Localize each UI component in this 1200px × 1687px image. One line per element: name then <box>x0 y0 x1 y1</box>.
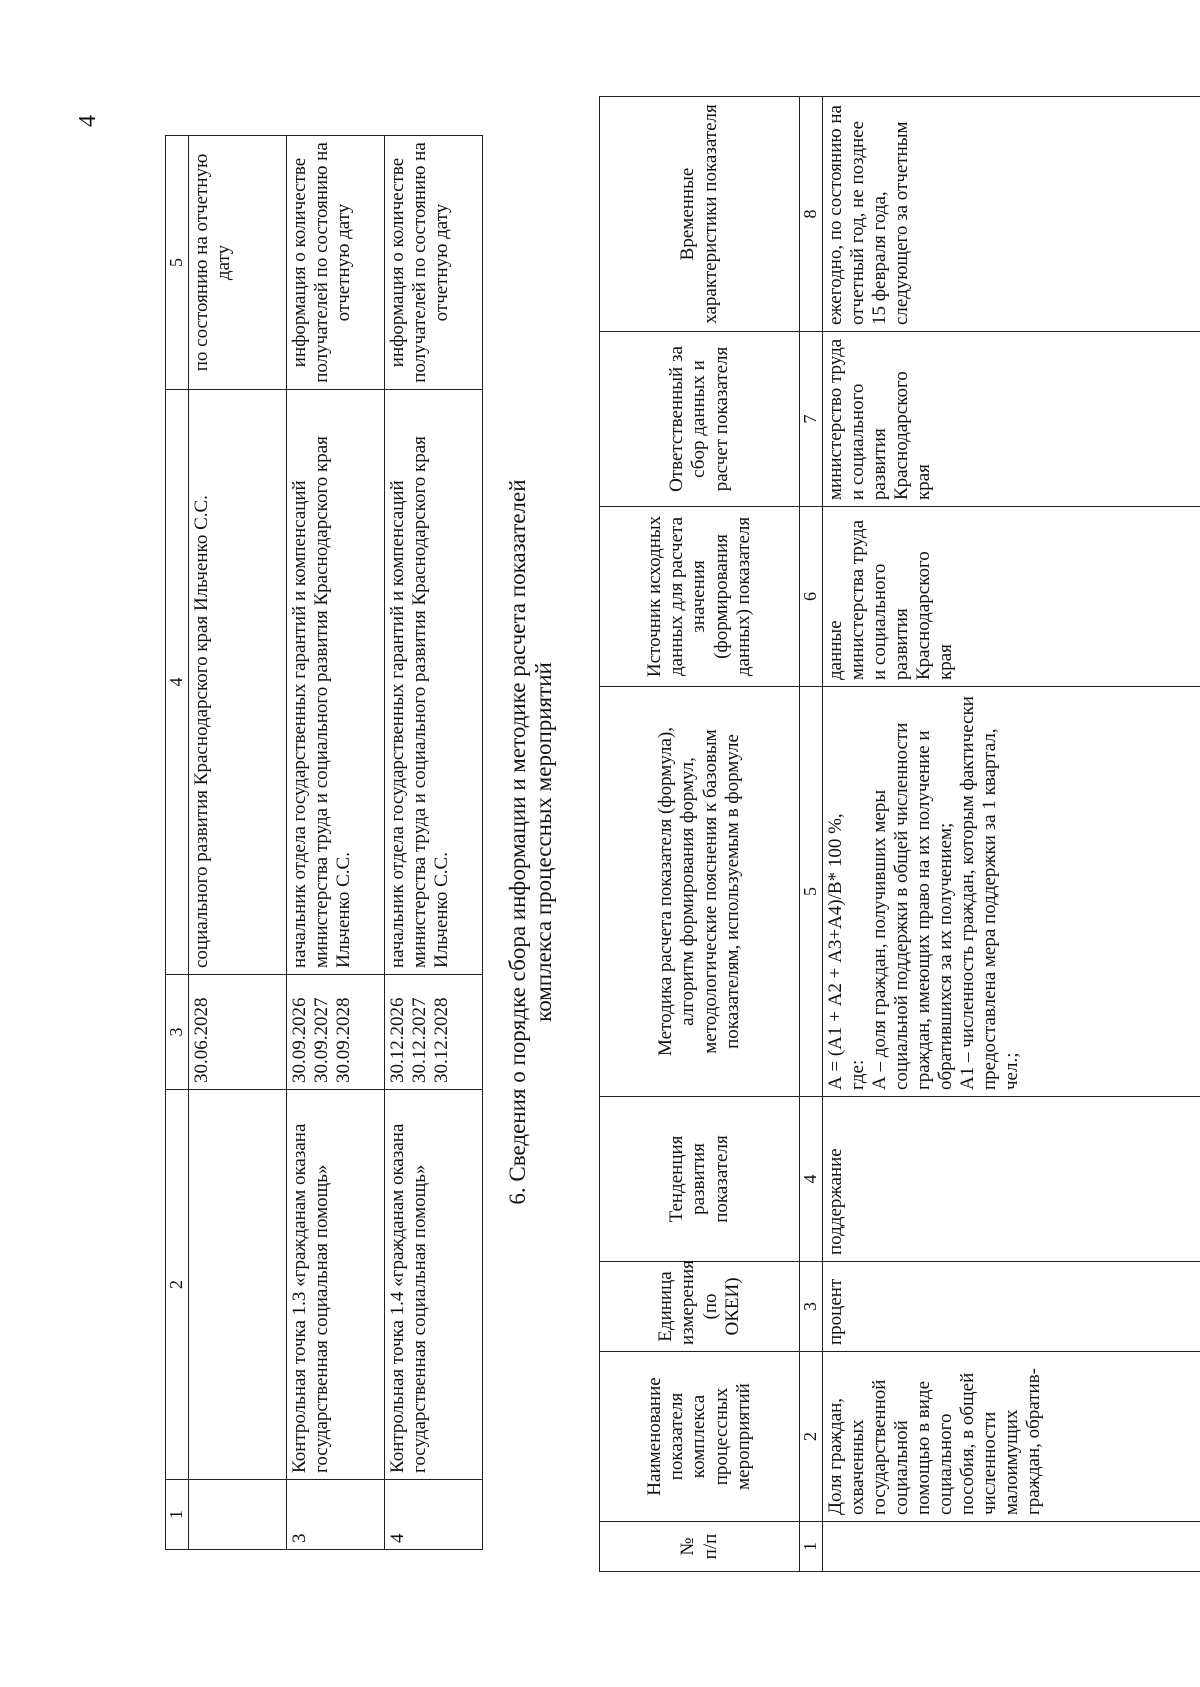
page-number: 4 <box>75 115 101 127</box>
header-number: № п/п <box>600 1522 800 1572</box>
table2-col-number: 4 <box>800 1097 823 1262</box>
table2-col-number: 6 <box>800 507 823 687</box>
date-value: 30.06.2028 <box>191 997 212 1083</box>
section-title-line: 6. Сведения о порядке сбора информации и методике расчета показателей <box>505 479 530 1205</box>
control-point-name: Контрольная точка 1.3 «гражданам оказана государственная социальная помощь» <box>287 1090 385 1480</box>
table2-col-number: 3 <box>800 1262 823 1352</box>
timing-value: ежегодно, по состоянию на отчетный год, не позднее 15 февраля года, следующего за отчетным <box>823 97 1200 332</box>
table2-header-row <box>600 97 800 1572</box>
table2-col-number: 8 <box>800 97 823 332</box>
section-title-line: комплекса процессных мероприятий <box>530 662 556 1022</box>
unit-value: процент <box>823 1262 1200 1352</box>
section-title <box>505 117 557 1567</box>
date-value: 30.09.2027 <box>311 997 333 1083</box>
table2-col-number: 7 <box>800 332 823 507</box>
header-indicator-name: Наименование показателя комплекса процессных мероприятий <box>600 1352 800 1522</box>
row-number: 4 <box>385 1480 483 1550</box>
table-row <box>287 136 385 1550</box>
table2-col-number: 5 <box>800 687 823 1097</box>
table-row <box>823 97 1200 1572</box>
row-number <box>823 1522 1200 1572</box>
table1-number-row <box>166 136 189 1550</box>
table1-col-number: 5 <box>166 136 189 390</box>
control-point-dates <box>287 975 385 1090</box>
table1-col-number: 1 <box>166 1480 189 1550</box>
date-value: 30.12.2028 <box>431 997 453 1083</box>
table2-col-number: 1 <box>800 1522 823 1572</box>
date-value: 30.09.2026 <box>289 997 310 1083</box>
confirming-document: информация о количестве получателей по состоянию на отчетную дату <box>385 136 483 390</box>
data-source: данные министерства труда и социального развития Краснодарского края <box>823 507 1200 687</box>
table-row <box>189 136 287 1550</box>
row-number: 3 <box>287 1480 385 1550</box>
table2-number-row <box>800 97 823 1572</box>
responsible-person: начальник отдела государственных гарантий и компенсаций министерства труда и социального развития Краснодарского края Ильченко С.С. <box>287 390 385 975</box>
date-value: 30.09.2028 <box>333 997 355 1083</box>
trend-value: поддержание <box>823 1097 1200 1262</box>
header-responsible: Ответственный за сбор данных и расчет показателя <box>600 332 800 507</box>
indicator-method-table <box>599 96 1200 1572</box>
table1-col-number: 2 <box>166 1090 189 1480</box>
row-number <box>189 1480 287 1550</box>
table1-col-number: 4 <box>166 390 189 975</box>
header-source: Источник исходных данных для расчета значения (формирования данных) показателя <box>600 507 800 687</box>
table2-col-number: 2 <box>800 1352 823 1522</box>
date-value: 30.12.2027 <box>409 997 431 1083</box>
table-row <box>385 136 483 1550</box>
control-point-dates <box>189 975 287 1090</box>
confirming-document: по состоянию на отчетную дату <box>189 136 287 390</box>
table1-col-number: 3 <box>166 975 189 1090</box>
formula-line: А = (А1 + А2 + А3+А4)/В* 100 %, <box>825 813 846 1090</box>
date-value: 30.12.2026 <box>387 997 408 1083</box>
control-point-name: Контрольная точка 1.4 «гражданам оказана государственная социальная помощь» <box>385 1090 483 1480</box>
formula-line: А – доля граждан, получивших меры социальной поддержки в общей численности граждан, имеющих право на их получение и обратившихся за их получением; <box>869 722 957 1090</box>
header-unit: Единица измерения (по ОКЕИ) <box>600 1262 800 1352</box>
method-formula <box>823 687 1200 1097</box>
indicator-name: Доля граждан, охваченных государственной социальной помощью в виде социального пособия, в общей численности малоимущих граждан, обратив- <box>823 1352 1200 1522</box>
control-point-dates <box>385 975 483 1090</box>
header-timing: Временные характеристики показателя <box>600 97 800 332</box>
control-points-table <box>165 135 483 1550</box>
confirming-document: информация о количестве получателей по состоянию на отчетную дату <box>287 136 385 390</box>
header-trend: Тенденция развития показателя <box>600 1097 800 1262</box>
formula-line: где: <box>847 1059 869 1090</box>
responsible-person: социального развития Краснодарского края Ильченко С.С. <box>189 390 287 975</box>
control-point-name <box>189 1090 287 1480</box>
responsible-person: начальник отдела государственных гарантий и компенсаций министерства труда и социального развития Краснодарского края Ильченко С.С. <box>385 390 483 975</box>
responsible-org: министерство труда и социального развития Краснодарского края <box>823 332 1200 507</box>
header-method: Методика расчета показателя (формула), алгоритм формирования формул, методологические пояснения к базовым показателям, используемым в формуле <box>600 687 800 1097</box>
formula-line: А1 – численность граждан, которым фактически предоставлена мера поддержки за 1 квартал, чел.; <box>957 696 1023 1090</box>
